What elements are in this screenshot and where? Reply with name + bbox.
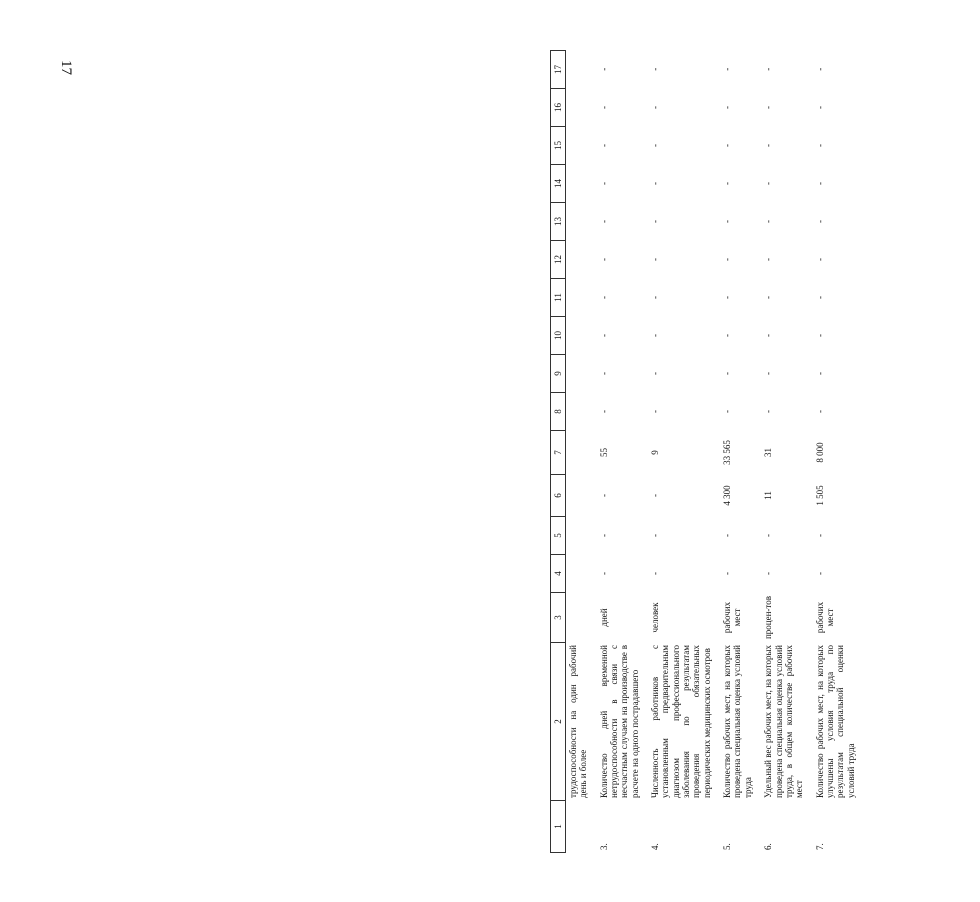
- value-cell: -: [598, 494, 609, 497]
- unit-cell: процен-тов: [763, 596, 774, 640]
- value-cell: -: [598, 372, 609, 375]
- table-row: [757, 51, 808, 853]
- column-header-4: 4: [551, 555, 566, 593]
- table-row: [644, 51, 716, 853]
- value-cell: -: [763, 258, 774, 261]
- value-cell: 33 565: [722, 440, 733, 465]
- page-number: 17: [58, 60, 74, 75]
- value-cell: -: [814, 334, 825, 337]
- value-cell: 55: [598, 448, 609, 457]
- rotated-table-area: [550, 41, 980, 853]
- table-row: [716, 51, 757, 853]
- column-header-16: 16: [551, 89, 566, 127]
- value-cell: -: [650, 410, 661, 413]
- value-cell: -: [763, 182, 774, 185]
- row-number: 6.: [763, 843, 774, 850]
- value-cell: -: [763, 296, 774, 299]
- value-cell: [566, 517, 593, 555]
- value-cell: 9: [650, 450, 661, 455]
- row-number: [566, 801, 593, 853]
- value-cell: -: [650, 296, 661, 299]
- table-header-row: [551, 51, 566, 853]
- value-cell: -: [650, 372, 661, 375]
- column-header-17: 17: [551, 51, 566, 89]
- row-number: 7.: [814, 843, 825, 850]
- indicators-table: [550, 50, 860, 853]
- value-cell: -: [722, 296, 733, 299]
- value-cell: [566, 165, 593, 203]
- value-cell: 1 505: [814, 485, 825, 506]
- column-header-5: 5: [551, 517, 566, 555]
- row-number: 5.: [722, 843, 733, 850]
- value-cell: -: [650, 144, 661, 147]
- value-cell: -: [763, 410, 774, 413]
- value-cell: -: [763, 372, 774, 375]
- value-cell: -: [722, 334, 733, 337]
- column-header-13: 13: [551, 203, 566, 241]
- value-cell: 4 300: [722, 485, 733, 506]
- value-cell: -: [814, 67, 825, 71]
- value-cell: -: [598, 67, 609, 71]
- value-cell: -: [814, 534, 825, 537]
- value-cell: [566, 203, 593, 241]
- value-cell: -: [722, 572, 733, 575]
- indicator-name: Удельный вес рабочих мест, на которых проведена специальная оценка условий труда, в общем количестве рабочих мест: [763, 645, 805, 798]
- column-header-10: 10: [551, 317, 566, 355]
- value-cell: -: [814, 144, 825, 147]
- indicator-name: Количество рабочих мест, на которых проведена специальная оценка условий труда: [722, 645, 753, 798]
- row-number: 3.: [598, 843, 609, 850]
- indicator-name: Количество дней временной нетрудоспособности в связи с несчастным случаем на производстве в расчете на одного пострадавшего: [598, 645, 640, 798]
- value-cell: -: [650, 182, 661, 185]
- row-number: 4.: [650, 843, 661, 850]
- indicator-name: Численность работников с установленным предварительным диагнозом профессионального заболевания по результатам проведения обязательных периодических медицинских осмотров: [650, 645, 712, 798]
- value-cell: -: [650, 67, 661, 71]
- value-cell: -: [763, 106, 774, 109]
- value-cell: -: [598, 182, 609, 185]
- value-cell: -: [722, 372, 733, 375]
- value-cell: -: [650, 220, 661, 223]
- value-cell: -: [722, 106, 733, 109]
- value-cell: -: [722, 144, 733, 147]
- value-cell: -: [814, 182, 825, 185]
- value-cell: -: [763, 144, 774, 147]
- value-cell: -: [814, 220, 825, 223]
- value-cell: -: [722, 182, 733, 185]
- value-cell: [566, 355, 593, 393]
- unit-cell: рабочих мест: [722, 601, 743, 634]
- value-cell: [566, 431, 593, 475]
- value-cell: -: [722, 534, 733, 537]
- value-cell: [566, 393, 593, 431]
- value-cell: [566, 51, 593, 89]
- table-row: [566, 51, 593, 853]
- column-header-14: 14: [551, 165, 566, 203]
- table-row: [593, 51, 644, 853]
- value-cell: -: [814, 106, 825, 109]
- column-header-11: 11: [551, 279, 566, 317]
- value-cell: -: [814, 572, 825, 575]
- value-cell: -: [598, 106, 609, 109]
- value-cell: -: [722, 67, 733, 71]
- value-cell: -: [650, 572, 661, 575]
- column-header-9: 9: [551, 355, 566, 393]
- value-cell: -: [598, 534, 609, 537]
- value-cell: -: [814, 258, 825, 261]
- value-cell: -: [763, 534, 774, 537]
- value-cell: [566, 89, 593, 127]
- value-cell: -: [650, 494, 661, 497]
- value-cell: -: [598, 334, 609, 337]
- value-cell: -: [814, 410, 825, 413]
- unit-cell: [566, 593, 593, 643]
- column-header-2: 2: [551, 643, 566, 801]
- value-cell: [566, 555, 593, 593]
- column-header-6: 6: [551, 475, 566, 517]
- value-cell: -: [722, 410, 733, 413]
- value-cell: -: [598, 258, 609, 261]
- value-cell: -: [650, 334, 661, 337]
- value-cell: -: [814, 372, 825, 375]
- value-cell: -: [722, 220, 733, 223]
- value-cell: -: [763, 220, 774, 223]
- column-header-7: 7: [551, 431, 566, 475]
- value-cell: [566, 241, 593, 279]
- value-cell: -: [650, 534, 661, 537]
- value-cell: -: [763, 67, 774, 71]
- column-header-8: 8: [551, 393, 566, 431]
- value-cell: -: [598, 296, 609, 299]
- value-cell: -: [650, 258, 661, 261]
- value-cell: 31: [763, 448, 774, 457]
- value-cell: -: [598, 220, 609, 223]
- table-row: [809, 51, 860, 853]
- column-header-15: 15: [551, 127, 566, 165]
- value-cell: -: [763, 572, 774, 575]
- value-cell: -: [814, 296, 825, 299]
- value-cell: [566, 279, 593, 317]
- indicator-name: трудоспособности на один рабочий день и более: [568, 645, 589, 798]
- value-cell: [566, 317, 593, 355]
- unit-cell: дней: [598, 608, 609, 627]
- value-cell: -: [598, 572, 609, 575]
- value-cell: 8 000: [814, 442, 825, 463]
- column-header-12: 12: [551, 241, 566, 279]
- value-cell: -: [650, 106, 661, 109]
- value-cell: 11: [763, 491, 774, 500]
- unit-cell: рабочих мест: [814, 601, 835, 634]
- unit-cell: человек: [650, 602, 661, 633]
- value-cell: -: [598, 410, 609, 413]
- column-header-1: 1: [551, 801, 566, 853]
- indicator-name: Количество рабочих мест, на которых улучшены условия труда по результатам специальной оценки условий труда: [814, 645, 856, 798]
- value-cell: -: [763, 334, 774, 337]
- value-cell: [566, 127, 593, 165]
- value-cell: [566, 475, 593, 517]
- value-cell: -: [598, 144, 609, 147]
- value-cell: -: [722, 258, 733, 261]
- column-header-3: 3: [551, 593, 566, 643]
